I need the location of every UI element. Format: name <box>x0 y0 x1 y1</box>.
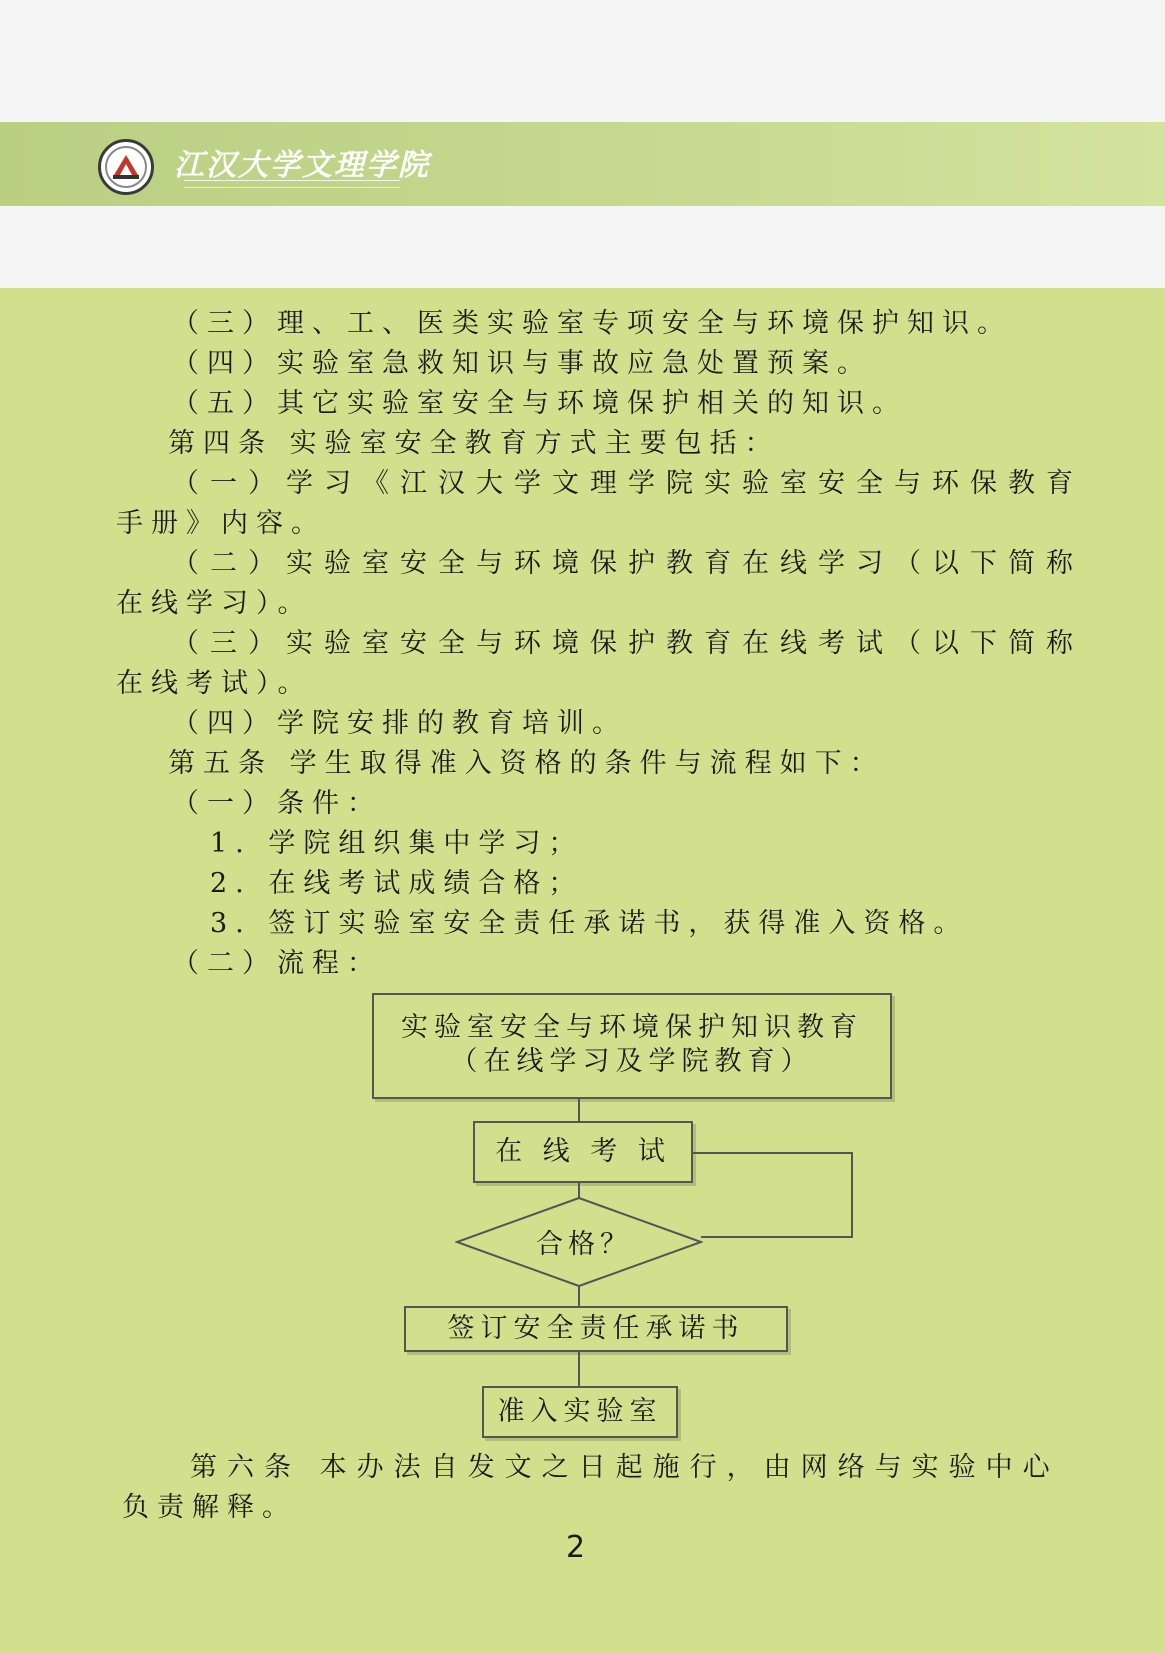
paragraph-line: （二）实验室安全与环境保护教育在线学习（以下简称 <box>172 548 1084 579</box>
flow-connector <box>578 1352 580 1386</box>
flow-connector <box>578 1099 580 1121</box>
paragraph-line: （三）实验室安全与环境保护教育在线考试（以下简称 <box>172 628 1084 659</box>
flow-step-sign-pledge: 签订安全责任承诺书 <box>404 1306 788 1352</box>
flow-loop-top <box>693 1152 853 1154</box>
paragraph-line: （一）学习《江汉大学文理学院实验室安全与环保教育 <box>172 468 1084 499</box>
flow-step-education-line2: （在线学习及学院教育） <box>450 1046 814 1077</box>
flow-step-education-line1: 实验室安全与环境保护知识教育 <box>401 1012 863 1043</box>
page-number: 2 <box>566 1530 586 1565</box>
flow-connector <box>578 1286 580 1306</box>
article-heading: 第四条 实验室安全教育方式主要包括： <box>168 428 780 459</box>
flow-decision-label: 合格？ <box>536 1229 632 1260</box>
article-heading: 第五条 学生取得准入资格的条件与流程如下： <box>168 748 885 779</box>
flow-step-online-exam: 在 线 考 试 <box>473 1121 693 1183</box>
university-logo <box>98 139 154 195</box>
paragraph-line: 手册》内容。 <box>116 508 326 539</box>
paragraph-line: 在线学习）。 <box>116 588 313 619</box>
paragraph-line: 在线考试）。 <box>116 668 313 699</box>
logo-emblem-icon <box>101 142 151 192</box>
brand-name: 江汉大学文理学院 <box>174 148 430 183</box>
list-item: 3. 签订实验室安全责任承诺书，获得准入资格。 <box>210 908 969 939</box>
brand-underline <box>184 180 400 188</box>
flow-step-lab-access: 准入实验室 <box>482 1386 678 1438</box>
paragraph-line: （五）其它实验室安全与环境保护相关的知识。 <box>172 388 907 419</box>
flow-loop-bottom <box>701 1236 853 1238</box>
flow-loop-side <box>851 1152 853 1238</box>
list-item: 2. 在线考试成绩合格； <box>210 868 584 899</box>
paragraph-line: （三）理、工、医类实验室专项安全与环境保护知识。 <box>172 308 1012 339</box>
list-item: 1. 学院组织集中学习； <box>210 828 584 859</box>
flow-step-education <box>372 993 892 1099</box>
paragraph-line: 负责解释。 <box>122 1492 297 1523</box>
paragraph-line: （二）流程： <box>172 948 382 979</box>
article-heading: 第六条 本办法自发文之日起施行，由网络与实验中心 <box>190 1452 1060 1483</box>
paragraph-line: （四）实验室急救知识与事故应急处置预案。 <box>172 348 872 379</box>
paragraph-line: （一）条件： <box>172 788 382 819</box>
paragraph-line: （四）学院安排的教育培训。 <box>172 708 627 739</box>
